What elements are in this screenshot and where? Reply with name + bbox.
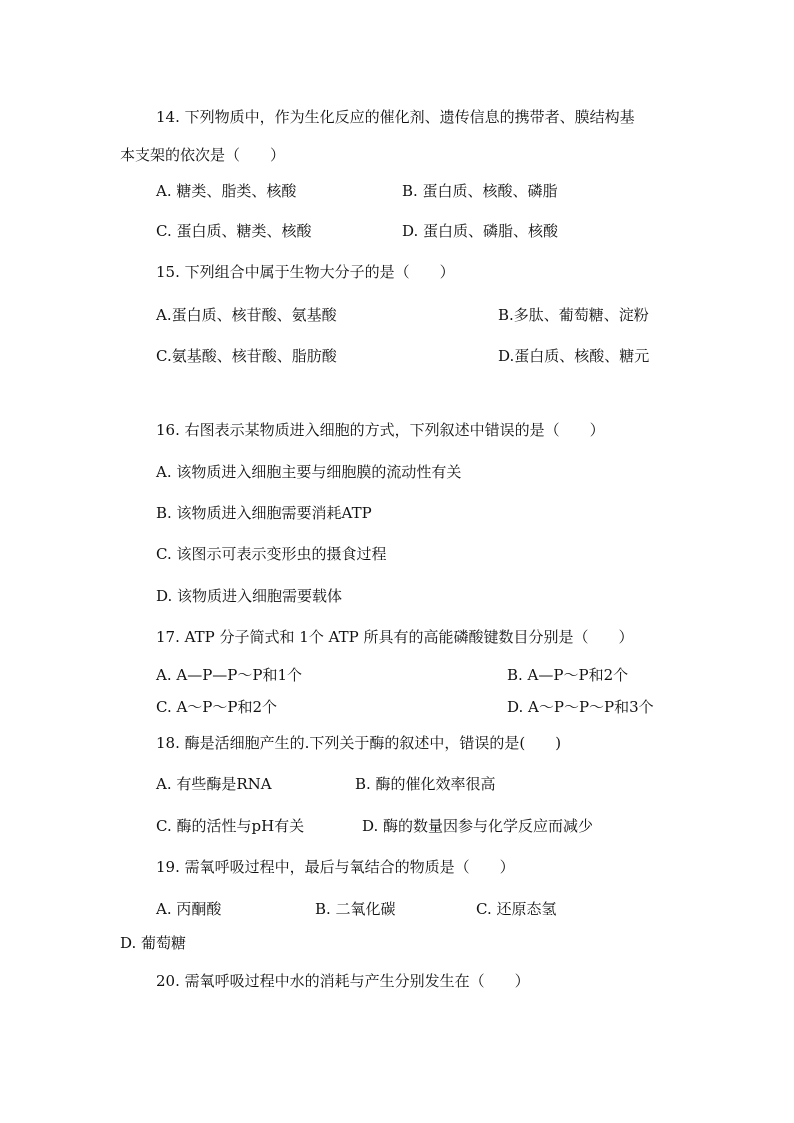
question-17-stem: 17. ATP 分子简式和 1个 ATP 所具有的高能磷酸键数目分别是（ ） [156,628,634,646]
question-18-option-a: A. 有些酶是RNA [156,775,272,793]
question-16-option-a: A. 该物质进入细胞主要与细胞膜的流动性有关 [156,463,462,481]
question-18-option-c: C. 酶的活性与pH有关 [156,817,305,835]
question-19-option-a: A. 丙酮酸 [156,900,222,918]
question-14-option-b: B. 蛋白质、核酸、磷脂 [402,182,558,200]
question-19-option-b: B. 二氧化碳 [315,900,396,918]
question-18-option-b: B. 酶的催化效率很高 [355,775,496,793]
question-17-option-c: C. A～P～P和2个 [156,698,278,716]
question-19-option-d: D. 葡萄糖 [120,934,187,952]
question-15-stem: 15. 下列组合中属于生物大分子的是（ ） [156,263,455,281]
question-17-option-a: A. A—P—P～P和1个 [156,666,303,684]
question-16-stem: 16. 右图表示某物质进入细胞的方式，下列叙述中错误的是（ ） [156,421,605,439]
question-15-option-b: B.多肽、葡萄糖、淀粉 [498,306,649,324]
question-14-stem-continued: 本支架的依次是（ ） [120,146,286,164]
question-19-option-c: C. 还原态氢 [476,900,557,918]
question-18-option-d: D. 酶的数量因参与化学反应而减少 [362,817,594,835]
question-17-option-b: B. A—P～P和2个 [507,666,629,684]
question-16-option-b: B. 该物质进入细胞需要消耗ATP [156,504,372,522]
question-15-option-d: D.蛋白质、核酸、糖元 [498,347,650,365]
question-14-option-a: A. 糖类、脂类、核酸 [156,182,297,200]
question-16-option-c: C. 该图示可表示变形虫的摄食过程 [156,545,387,563]
question-18-stem: 18. 酶是活细胞产生的.下列关于酶的叙述中，错误的是( ) [156,734,562,752]
question-14-option-d: D. 蛋白质、磷脂、核酸 [402,222,559,240]
question-20-stem: 20. 需氧呼吸过程中水的消耗与产生分别发生在（ ） [156,972,530,990]
question-14-stem: 14. 下列物质中，作为生化反应的催化剂、遗传信息的携带者、膜结构基 [156,108,635,126]
question-16-option-d: D. 该物质进入细胞需要载体 [156,587,343,605]
question-14-option-c: C. 蛋白质、糖类、核酸 [156,222,312,240]
question-19-stem: 19. 需氧呼吸过程中，最后与氧结合的物质是（ ） [156,858,515,876]
question-15-option-a: A.蛋白质、核苷酸、氨基酸 [156,306,337,324]
question-17-option-d: D. A～P～P～P和3个 [507,698,654,716]
question-15-option-c: C.氨基酸、核苷酸、脂肪酸 [156,347,337,365]
